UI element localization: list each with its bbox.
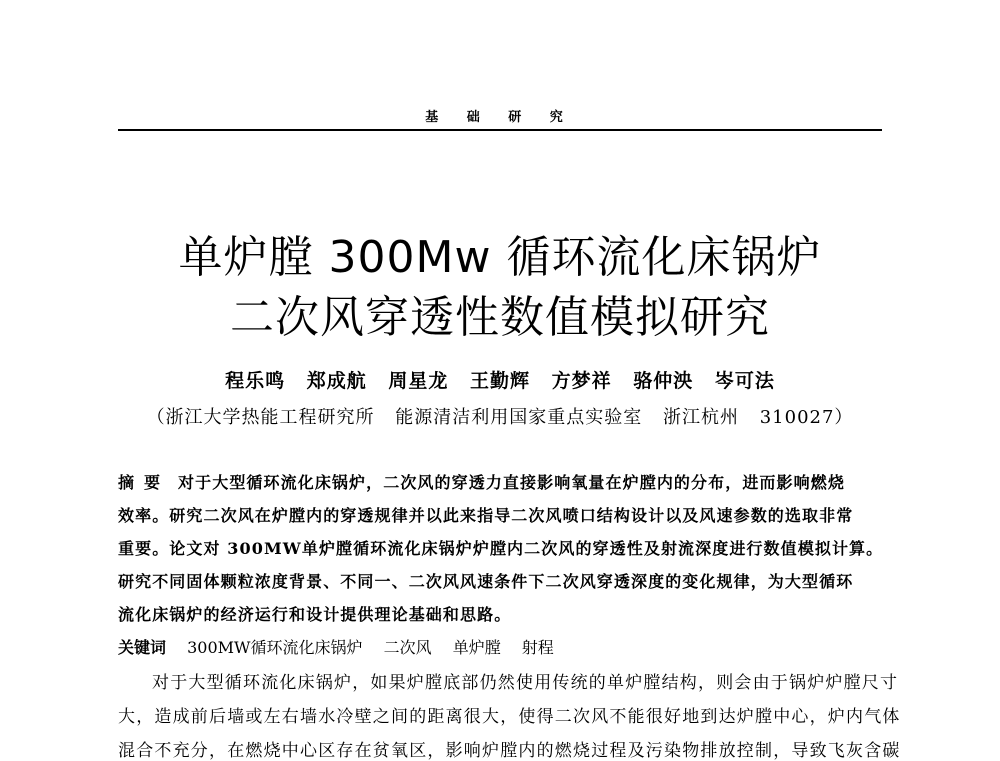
keyword: 二次风: [383, 638, 432, 657]
body-line: 大，造成前后墙或左右墙水冷壁之间的距离很大，使得二次风不能很好地到达炉膛中心，炉内气体: [118, 707, 901, 727]
affiliation: （浙江大学热能工程研究所 能源清洁利用国家重点实验室 浙江杭州 310027）: [146, 407, 854, 428]
abstract-line: 效率。研究二次风在炉膛内的穿透规律并以此来指导二次风喷口结构设计以及风速参数的选取非常: [118, 506, 854, 525]
paper-title-line-2: 二次风穿透性数值模拟研究: [230, 292, 770, 343]
abstract-line: 研究不同固体颗粒浓度背景、不同一、二次风风速条件下二次风穿透深度的变化规律，为大型循环: [118, 572, 854, 591]
keywords: [118, 635, 570, 658]
body-line: 混合不充分，在燃烧中心区存在贫氧区，影响炉膛内的燃烧过程及污染物排放控制，导致飞灰含碳: [118, 741, 901, 761]
keyword: 单炉膛: [452, 638, 501, 657]
abstract-line: 流化床锅炉的经济运行和设计提供理论基础和思路。: [118, 605, 512, 624]
header-divider: [118, 129, 882, 131]
section-header-label: 基 础 研 究: [425, 110, 575, 125]
body-line: 对于大型循环流化床锅炉，如果炉膛底部仍然使用传统的单炉膛结构，则会由于锅炉炉膛尺寸: [152, 673, 899, 693]
keywords-label: 关键词: [118, 638, 167, 657]
abstract-line: 摘要 对于大型循环流化床锅炉，二次风的穿透力直接影响氧量在炉膛内的分布，进而影响燃烧: [118, 473, 845, 492]
keyword: 300MW循环流化床锅炉: [187, 638, 363, 657]
keyword: 射程: [521, 638, 554, 657]
author-list: 程乐鸣 郑成航 周星龙 王勤辉 方梦祥 骆仲泱 岑可法: [225, 370, 775, 392]
paper-title-line-1: 单炉膛 300Mw 循环流化床锅炉: [178, 232, 822, 283]
abstract-line: 重要。论文对 300MW单炉膛循环流化床锅炉炉膛内二次风的穿透性及射流深度进行数值模拟计算。: [118, 539, 884, 558]
abstract-label: 摘要: [118, 473, 171, 492]
